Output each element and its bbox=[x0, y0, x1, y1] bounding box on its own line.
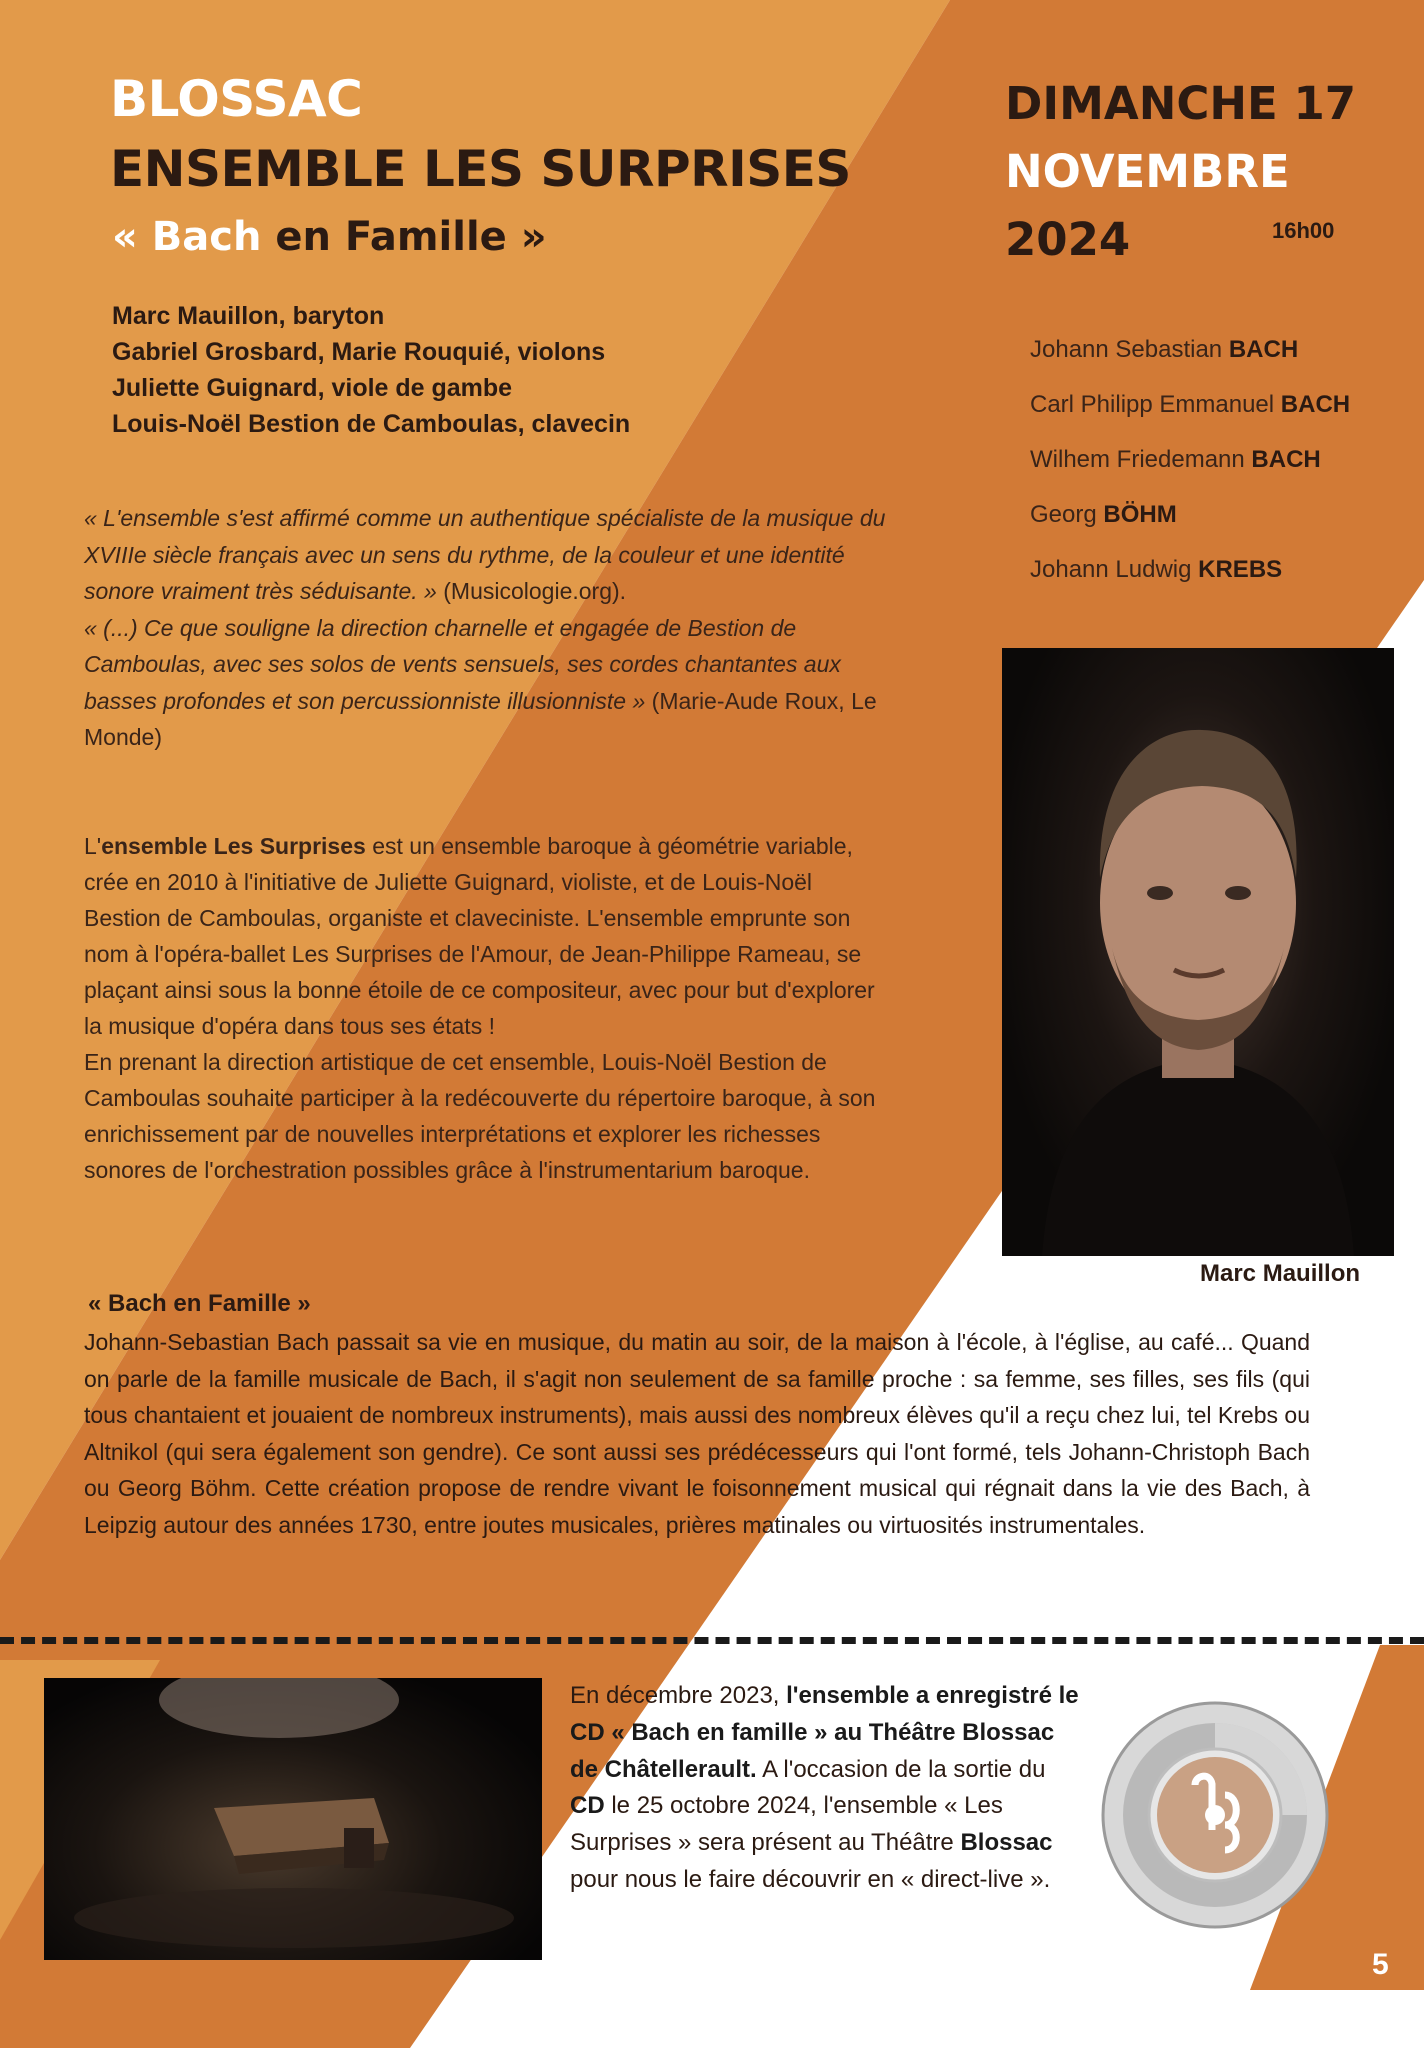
subtitle-rest: en Famille » bbox=[261, 214, 547, 260]
section-title: « Bach en Famille » bbox=[88, 1290, 311, 1317]
about-paragraph-2: En prenant la direction artistique de cet ensemble, Louis-Noël Bestion de Camboulas souhaite participer à la redécouverte du répertoire baroque, à son enrichissement par de nouvelles interprétations et explorer les richesses sonores de l'orchestration possibles grâce à l'instrumentarium baroque. bbox=[84, 1049, 876, 1183]
performer-line: Louis-Noël Bestion de Camboulas, clavecin bbox=[112, 410, 631, 438]
date-year: 2024 bbox=[1005, 213, 1131, 266]
composer-last-name: BACH bbox=[1228, 336, 1299, 363]
composer-last-name: BACH bbox=[1251, 446, 1321, 473]
about-text: est un ensemble baroque à géométrie variable, crée en 2010 à l'initiative de Juliette Guignard, violiste, et de Louis-Noël Bestion de Camboulas, organiste et claveciniste. L'ensemble emprunte son nom à l'opéra-ballet Les Surprises de l'Amour, de Jean-Philippe Rameau, se plaçant ainsi sous la bonne étoile de ce compositeur, avec pour but d'explorer la musique d'opéra dans tous ses états ! bbox=[84, 833, 875, 1039]
composer-last-name: KREBS bbox=[1198, 556, 1283, 583]
date-month: NOVEMBRE bbox=[1005, 145, 1290, 198]
about-paragraph-1 bbox=[84, 828, 894, 1044]
cd-intro: En décembre 2023, bbox=[570, 1682, 787, 1709]
cd-highlight: l'ensemble a enregistré le CD « Bach en famille » au Théâtre Blossac de Châtellerault. bbox=[570, 1682, 1079, 1783]
composer-last-name: BÖHM bbox=[1103, 501, 1177, 528]
composer-item bbox=[1030, 322, 1350, 377]
press-quotes bbox=[84, 500, 894, 756]
performer-line: Marc Mauillon, baryton bbox=[112, 302, 385, 330]
about-lead-bold: ensemble Les Surprises bbox=[101, 833, 366, 859]
cd-disc-icon bbox=[1100, 1700, 1330, 1930]
stage-photo bbox=[44, 1678, 542, 1960]
composer-first-name: Johann Ludwig bbox=[1030, 556, 1199, 583]
cd-text: A l'occasion de la sortie du bbox=[756, 1755, 1046, 1783]
ensemble-title: ENSEMBLE LES SURPRISES bbox=[110, 140, 851, 198]
subtitle-bach: Bach bbox=[151, 214, 262, 260]
cd-text: le 25 octobre 2024, l'ensemble « Les Surprises » sera présent au Théâtre bbox=[570, 1792, 1003, 1857]
composer-item bbox=[1030, 542, 1350, 597]
cd-label: CD bbox=[570, 1792, 605, 1820]
composer-item bbox=[1030, 487, 1350, 542]
composer-item bbox=[1030, 432, 1350, 487]
cd-venue: Blossac bbox=[960, 1829, 1053, 1857]
quote-text: « L'ensemble s'est affirmé comme un authentique spécialiste de la musique du XVIIIe siècle français avec un sens du rythme, de la couleur et une identité sonore vraiment très séduisante. » bbox=[84, 505, 886, 604]
about-lead: L' bbox=[84, 833, 102, 859]
photo-caption: Marc Mauillon bbox=[1200, 1260, 1361, 1287]
portrait-illustration bbox=[1002, 648, 1394, 1256]
concert-subtitle bbox=[112, 214, 547, 260]
quote-source: (Marie-Aude Roux, Le Monde) bbox=[84, 687, 877, 750]
page-number: 5 bbox=[1372, 1948, 1389, 1981]
venue-title: BLOSSAC bbox=[110, 70, 363, 128]
cd-text: pour nous le faire découvrir en « direct-live ». bbox=[570, 1865, 1051, 1893]
composer-item bbox=[1030, 377, 1350, 432]
quote-text: « (...) Ce que souligne la direction charnelle et engagée de Bestion de Camboulas, avec ses solos de vents sensuels, ses cordes chantantes aux basses profondes et son percussionniste illusionniste » bbox=[84, 614, 841, 714]
quote-source: (Musicologie.org). bbox=[436, 578, 627, 604]
performer-line: Gabriel Grosbard, Marie Rouquié, violons bbox=[112, 338, 606, 366]
composer-first-name: Georg bbox=[1030, 501, 1104, 528]
quote-musicologie bbox=[84, 500, 894, 610]
cd-announcement bbox=[570, 1678, 1080, 1899]
date-day: DIMANCHE 17 bbox=[1005, 77, 1357, 130]
subtitle-open: « bbox=[112, 214, 152, 260]
portrait-photo bbox=[1002, 648, 1394, 1256]
dashed-divider bbox=[0, 1637, 1424, 1652]
composer-last-name: BACH bbox=[1280, 391, 1351, 418]
performer-line: Juliette Guignard, viole de gambe bbox=[112, 374, 513, 402]
quote-le-monde bbox=[84, 610, 894, 756]
performers-list bbox=[112, 298, 630, 442]
section-body: Johann-Sebastian Bach passait sa vie en musique, du matin au soir, de la maison à l'école, à l'église, au café... Quand on parle de la famille musicale de Bach, il s'agit non seulement de sa famille proche : sa femme, ses filles, ses fils (qui tous chantaient et jouaient de nombreux instruments), mais aussi des nombreux élèves qu'il a reçu chez lui, tel Krebs ou Altnikol (qui sera également son gendre). Ce sont aussi ses prédécesseurs qui l'ont formé, tels Johann-Christoph Bach ou Georg Böhm. Cette création propose de rendre vivant le foisonnement musical qui régnait dans la vie des Bach, à Leipzig autour des années 1730, entre joutes musicales, prières matinales ou virtuosités instrumentales. bbox=[84, 1329, 1310, 1538]
composers-list bbox=[1030, 322, 1350, 597]
composer-first-name: Wilhem Friedemann bbox=[1030, 446, 1252, 473]
composer-first-name: Carl Philipp Emmanuel bbox=[1030, 391, 1281, 418]
stage-illustration bbox=[44, 1678, 542, 1960]
ensemble-description bbox=[84, 828, 894, 1188]
composer-first-name: Johann Sebastian bbox=[1030, 336, 1229, 363]
concert-time: 16h00 bbox=[1272, 218, 1335, 243]
